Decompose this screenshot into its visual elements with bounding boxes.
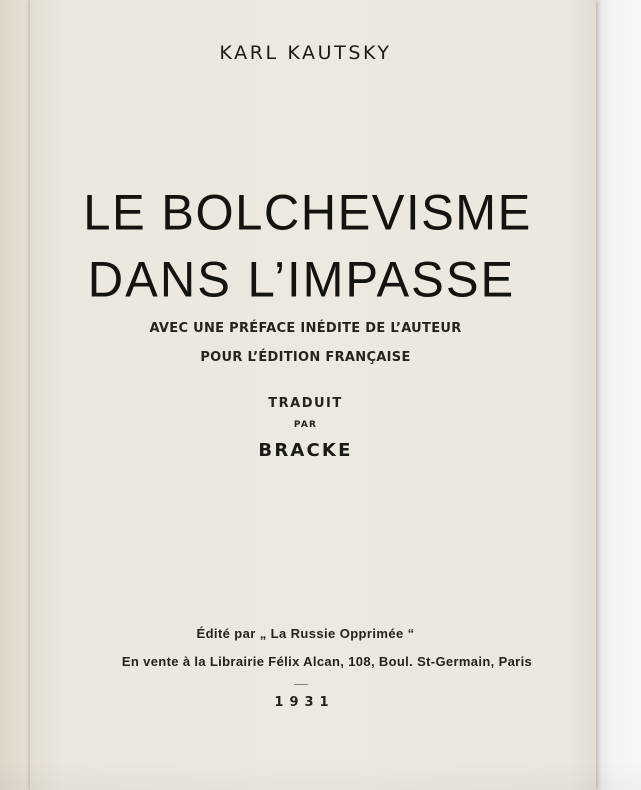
publication-year: 1931: [274, 695, 335, 710]
sales-line: En vente à la Librairie Félix Alcan, 108, Boul. St-Germain, Paris: [121, 654, 533, 669]
book-title-line-2: DANS L’IMPASSE: [87, 252, 516, 308]
subtitle-line-2: POUR L’ÉDITION FRANÇAISE: [200, 350, 411, 365]
background-right: [596, 0, 641, 790]
by-label: PAR: [293, 420, 318, 430]
title-page: [30, 0, 596, 790]
divider-rule: [294, 684, 308, 685]
book-title-line-1: LE BOLCHEVISME: [83, 185, 532, 241]
subtitle-line-1: AVEC UNE PRÉFACE INÉDITE DE L’AUTEUR: [149, 321, 462, 336]
translator-name: BRACKE: [258, 440, 353, 461]
translated-label: TRADUIT: [268, 396, 343, 411]
author-name: KARL KAUTSKY: [219, 42, 392, 64]
publisher-line: Édité par „ La Russie Opprimée “: [196, 626, 415, 641]
